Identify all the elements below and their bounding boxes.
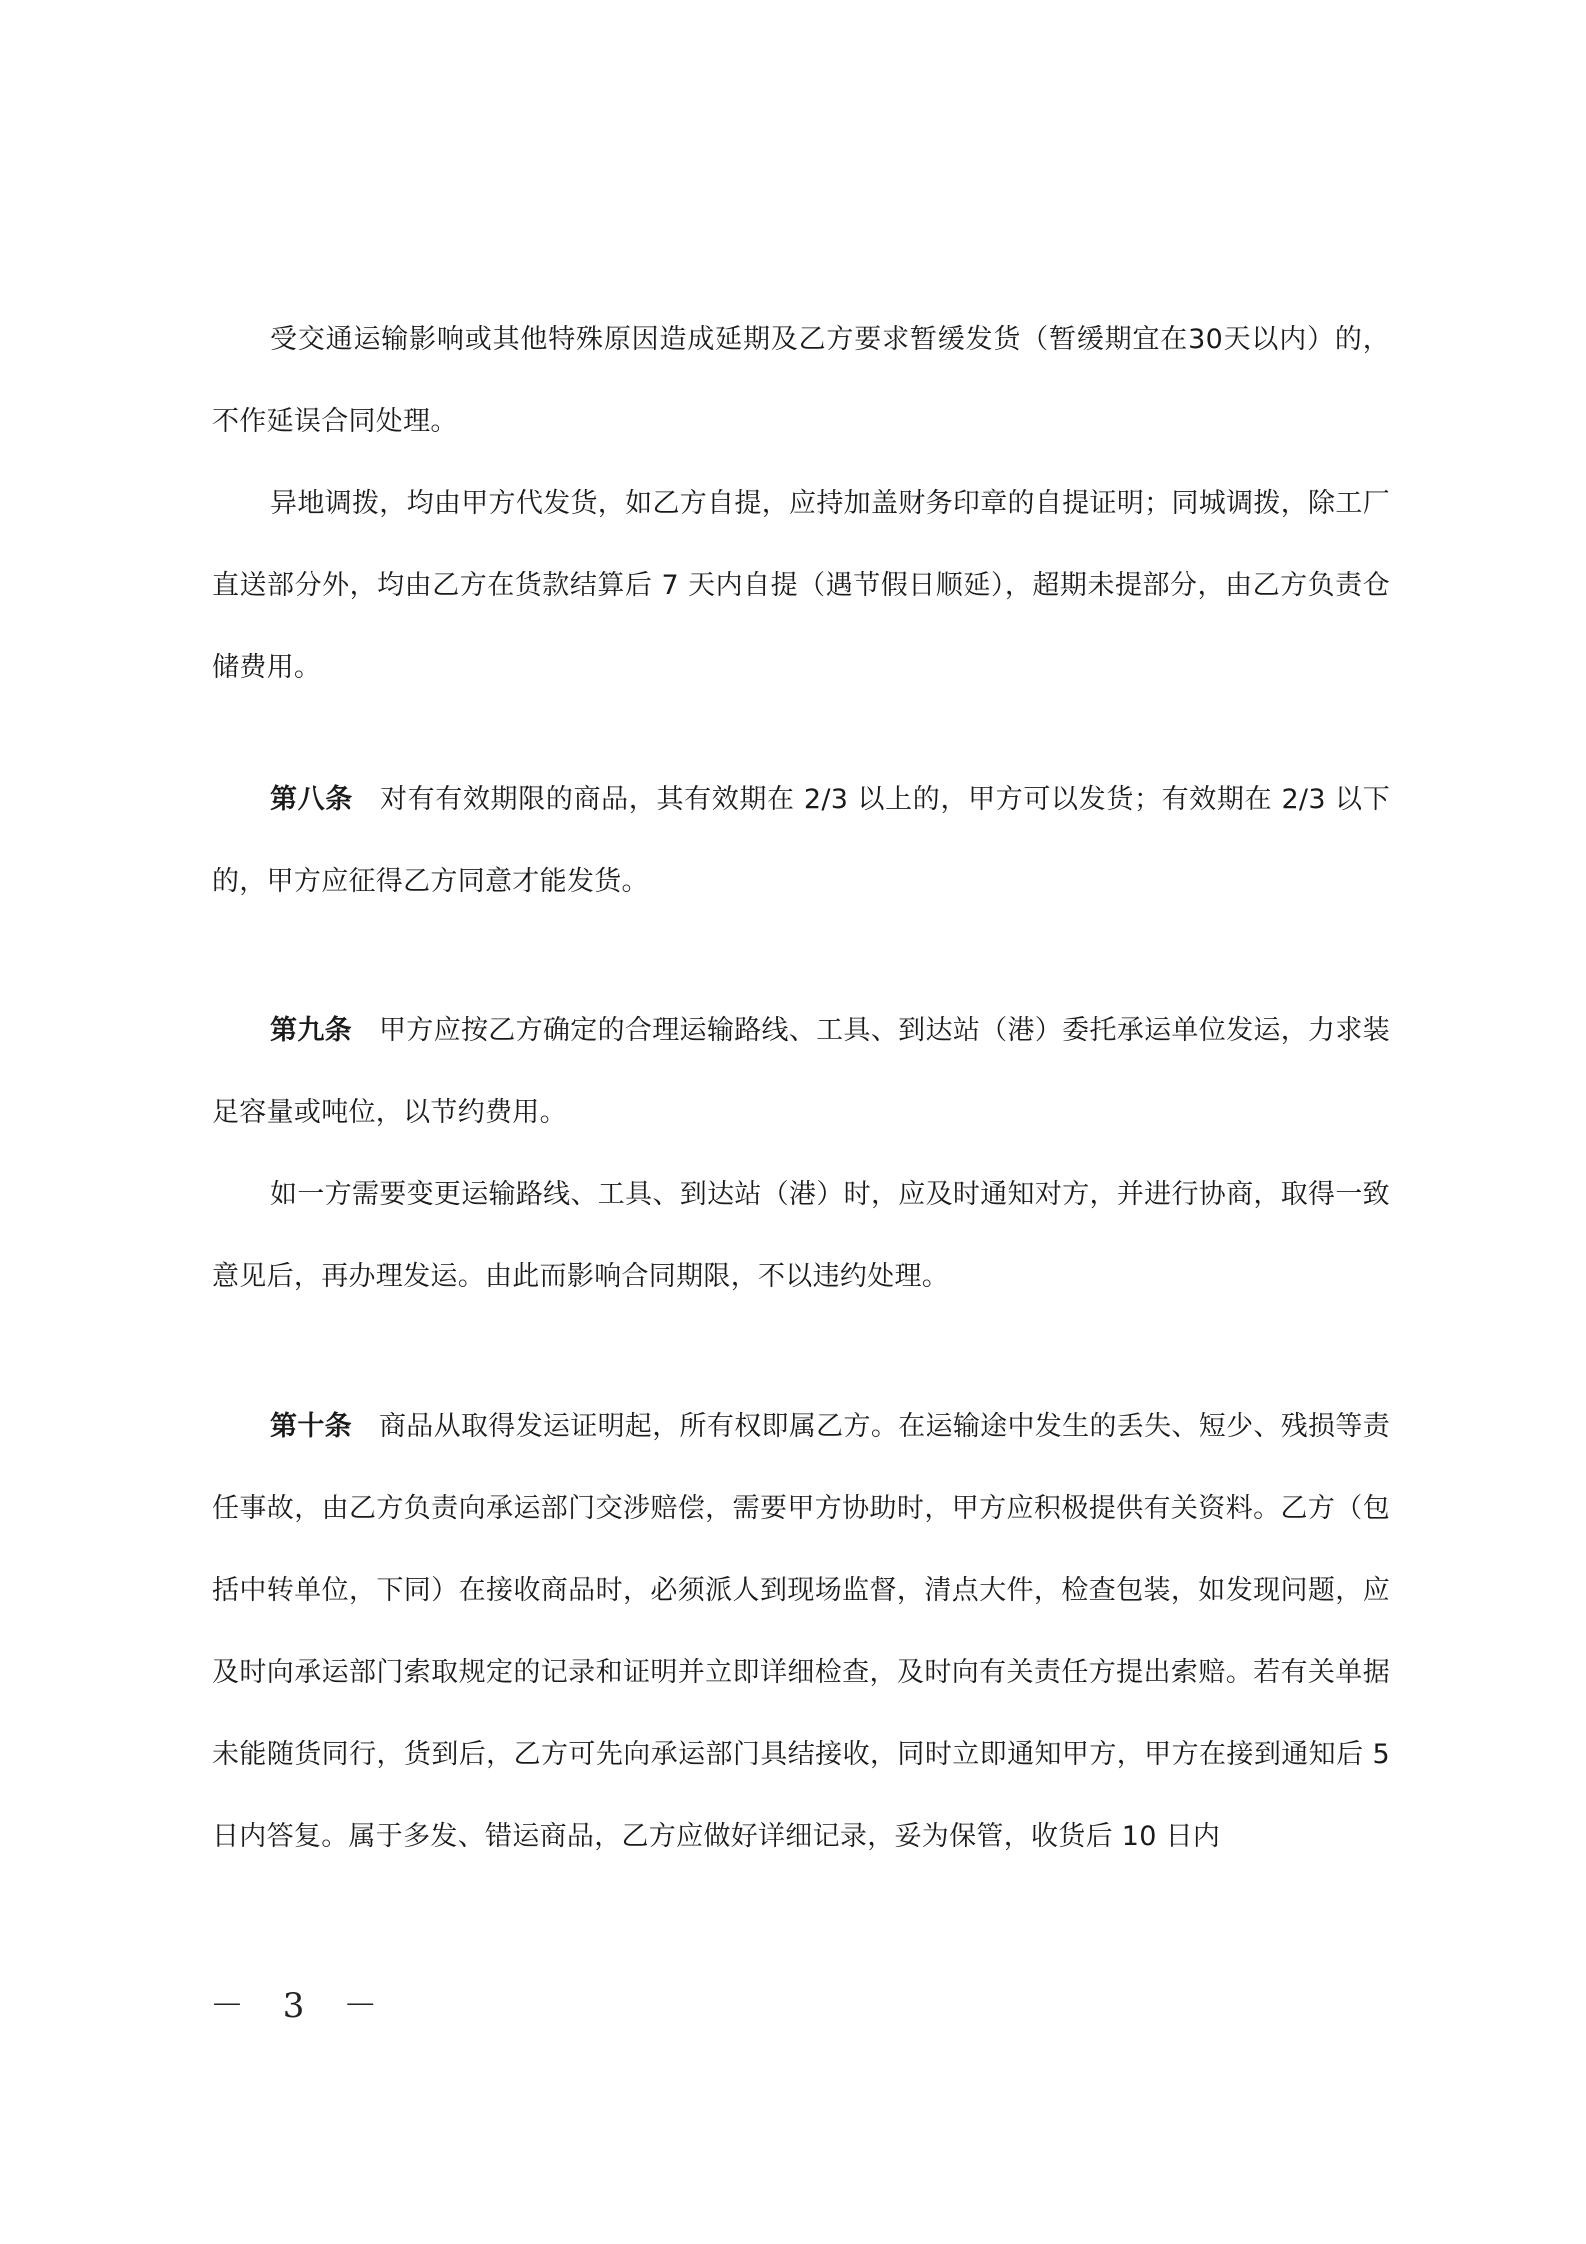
article-nine	[212, 990, 1390, 1318]
article-nine-paragraph	[212, 990, 1390, 1154]
paragraph-text: 异地调拨，均由甲方代发货，如乙方自提，应持加盖财务印章的自提证明；同城调拨，除工厂直送部分外，均由乙方在货款结算后 7 天内自提（遇节假日顺延），超期未提部分，由乙方负责仓储费用。	[212, 488, 1390, 683]
paragraph-text: 如一方需要变更运输路线、工具、到达站（港）时，应及时通知对方，并进行协商，取得一致意见后，再办理发运。由此而影响合同期限，不以违约处理。	[212, 1179, 1390, 1292]
document-body	[212, 299, 1390, 709]
article-eight	[212, 759, 1390, 923]
article-eight-paragraph	[212, 759, 1390, 923]
paragraph-text: 商品从取得发运证明起，所有权即属乙方。在运输途中发生的丢失、短少、残损等责任事故，由乙方负责向承运部门交涉赔偿，需要甲方协助时，甲方应积极提供有关资料。乙方（包括中转单位，下同）在接收商品时，必须派人到现场监督，清点大件，检查包装，如发现问题，应及时向承运部门索取规定的记录和证明并立即详细检查，及时向有关责任方提出索赔。若有关单据未能随货同行，货到后，乙方可先向承运部门具结接收，同时立即通知甲方，甲方在接到通知后 5 日内答复。属于多发、错运商品，乙方应做好详细记录，妥为保管，收货后 10 日内	[212, 1411, 1390, 1852]
paragraph-transport-delay	[212, 299, 1390, 463]
paragraph-text: 对有有效期限的商品，其有效期在 2/3 以上的，甲方可以发货；有效期在 2/3 以下的，甲方应征得乙方同意才能发货。	[212, 784, 1390, 897]
paragraph-text: 甲方应按乙方确定的合理运输路线、工具、到达站（港）委托承运单位发运，力求装足容量或吨位，以节约费用。	[212, 1015, 1390, 1128]
paragraph-remote-allocation	[212, 463, 1390, 709]
article-label: 第八条	[270, 784, 353, 815]
article-label: 第十条	[270, 1411, 352, 1442]
article-ten-paragraph	[212, 1386, 1390, 1878]
article-label: 第九条	[270, 1015, 352, 1046]
paragraph-text: 受交通运输影响或其他特殊原因造成延期及乙方要求暂缓发货（暂缓期宜在30天以内）的，不作延误合同处理。	[212, 324, 1390, 437]
page-number: － 3 －	[210, 1986, 392, 2026]
article-ten	[212, 1386, 1390, 1878]
paragraph-route-change	[212, 1154, 1390, 1318]
